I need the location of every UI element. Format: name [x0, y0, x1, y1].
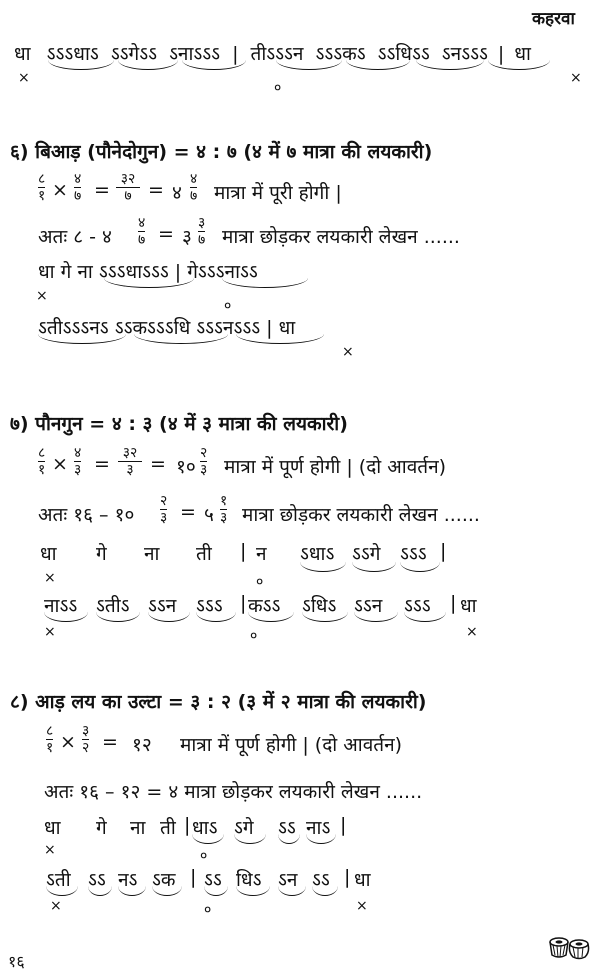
- equation-row: ८ १ × ४ ७ = ३२ ७ = ४ ४ ७ मात्रा में पूरी होगी |: [38, 171, 342, 204]
- bar-line: |: [190, 866, 197, 888]
- bol-group: ऽनाऽऽऽ: [169, 43, 221, 65]
- slur-arc: [352, 562, 396, 572]
- sam-mark: ×: [356, 898, 368, 914]
- fraction: ८ १: [38, 445, 46, 478]
- fraction: १ ३: [220, 493, 228, 526]
- taal-name: कहरवा: [532, 9, 575, 29]
- slur-arc: [300, 562, 346, 572]
- slur-arc: [236, 334, 324, 344]
- fraction: ४ ७: [74, 171, 82, 204]
- slur-arc: [488, 60, 550, 70]
- bar-line: |: [344, 866, 351, 888]
- bar-line: |: [232, 43, 239, 65]
- slur-arc: [118, 60, 178, 70]
- section-heading: ८) आड़ लय का उल्टा = ३ : २ (३ में २ मात्रा की लयकारी): [10, 691, 427, 713]
- bol-group: ऽऽधिऽऽ: [377, 43, 430, 65]
- bar-line: |: [497, 43, 505, 65]
- slur-arc: [182, 60, 246, 70]
- sam-mark: ×: [44, 624, 56, 640]
- sam-mark: ×: [44, 842, 56, 858]
- khali-mark: ०: [250, 628, 258, 644]
- notation-row: ऽती ऽऽ नऽ ऽक | ऽऽ धिऽ ऽन ऽऽ | धा: [46, 866, 371, 891]
- equation-row: अतः ८ - ४ ४ ७ = ३ ३ ७ मात्रा छोड़कर लयकारी लेखन ......: [38, 215, 460, 248]
- fraction: ४ ३: [74, 445, 82, 478]
- khali-mark: ०: [204, 902, 212, 918]
- khali-mark: ०: [274, 80, 282, 96]
- notation-row: ऽतीऽऽऽनऽ ऽऽकऽऽऽधि ऽऽऽनऽऽऽ | धा: [38, 317, 296, 339]
- sam-mark: ×: [570, 70, 582, 86]
- fraction: ४ ७: [190, 171, 198, 204]
- slur-arc: [400, 562, 440, 572]
- bol: धा: [14, 43, 31, 65]
- fraction: ३ २: [82, 723, 90, 756]
- slur-arc: [416, 60, 484, 70]
- equation-row: ८ १ × ४ ३ = ३२ ३ = १० २ ३ मात्रा में पूर्ण होगी | (दो आवर्तन): [38, 445, 447, 478]
- sam-mark: ×: [18, 70, 30, 86]
- sam-mark: ×: [466, 624, 478, 640]
- bol-group: ऽनऽऽऽ: [441, 43, 488, 65]
- slur-arc: [38, 334, 126, 344]
- bar-line: |: [240, 592, 247, 614]
- tabla-drums-icon: [548, 936, 590, 960]
- khali-mark: ०: [200, 848, 208, 864]
- notation-row: नाऽऽ ऽतीऽ ऽऽन ऽऽऽ | कऽऽ ऽधिऽ ऽऽन ऽऽऽ | धा: [44, 592, 477, 617]
- bol-group: ऽऽगेऽऽ: [110, 43, 158, 65]
- bar-line: |: [440, 540, 447, 562]
- bol-group: ऽऽऽधाऽ: [46, 43, 99, 65]
- notation-row: धा गे ना ती | न ऽधाऽ ऽऽगे ऽऽऽ |: [40, 540, 447, 565]
- sam-mark: ×: [342, 344, 354, 360]
- bar-line: |: [240, 540, 247, 562]
- khali-mark: ०: [256, 574, 264, 590]
- equation-row: अतः १६ – १२ = ४ मात्रा छोड़कर लयकारी लेखन ......: [44, 781, 423, 803]
- equation-row: अतः १६ – १० २ ३ = ५ १ ३ मात्रा छोड़कर लयकारी लेखन ......: [38, 493, 480, 526]
- page-number: १६: [8, 952, 25, 971]
- section-heading: ७) पौनगुन = ४ : ३ (४ में ३ मात्रा की लयकारी): [10, 413, 348, 435]
- fraction: ८ १: [46, 723, 54, 756]
- fraction: ८ १: [38, 171, 46, 204]
- bar-line: |: [450, 592, 457, 614]
- fraction: ३ ७: [198, 215, 206, 248]
- khali-mark: ०: [224, 298, 232, 314]
- sam-mark: ×: [44, 570, 56, 586]
- bol: धा: [514, 43, 531, 65]
- fraction: ३२ ७: [116, 172, 140, 203]
- equation-row: ८ १ × ३ २ = १२ मात्रा में पूर्ण होगी | (दो आवर्तन): [46, 723, 403, 756]
- bol-group: ऽऽऽकऽ: [315, 43, 366, 65]
- notation-row: धा गे ना ऽऽऽधाऽऽऽ | गेऽऽऽनाऽऽ: [38, 261, 258, 283]
- fraction: ४ ७: [138, 215, 146, 248]
- slur-arc: [276, 60, 342, 70]
- slur-arc: [48, 60, 114, 70]
- fraction: ३२ ३: [118, 446, 142, 477]
- fraction: २ ३: [200, 445, 208, 478]
- fraction: २ ३: [160, 493, 168, 526]
- slur-arc: [104, 278, 194, 288]
- sam-mark: ×: [50, 898, 62, 914]
- sam-mark: ×: [36, 288, 48, 304]
- bar-line: |: [340, 814, 347, 836]
- slur-arc: [222, 278, 308, 288]
- notation-row: धा गे ना ती | धाऽ ऽगे ऽऽ नाऽ |: [44, 814, 347, 839]
- section-heading: ६) बिआड़ (पौनेदोगुन) = ४ : ७ (४ में ७ मात्रा की लयकारी): [10, 141, 433, 163]
- bar-line: |: [184, 814, 191, 836]
- slur-arc: [134, 334, 228, 344]
- bol-group: तीऽऽऽन: [250, 43, 304, 65]
- slur-arc: [346, 60, 410, 70]
